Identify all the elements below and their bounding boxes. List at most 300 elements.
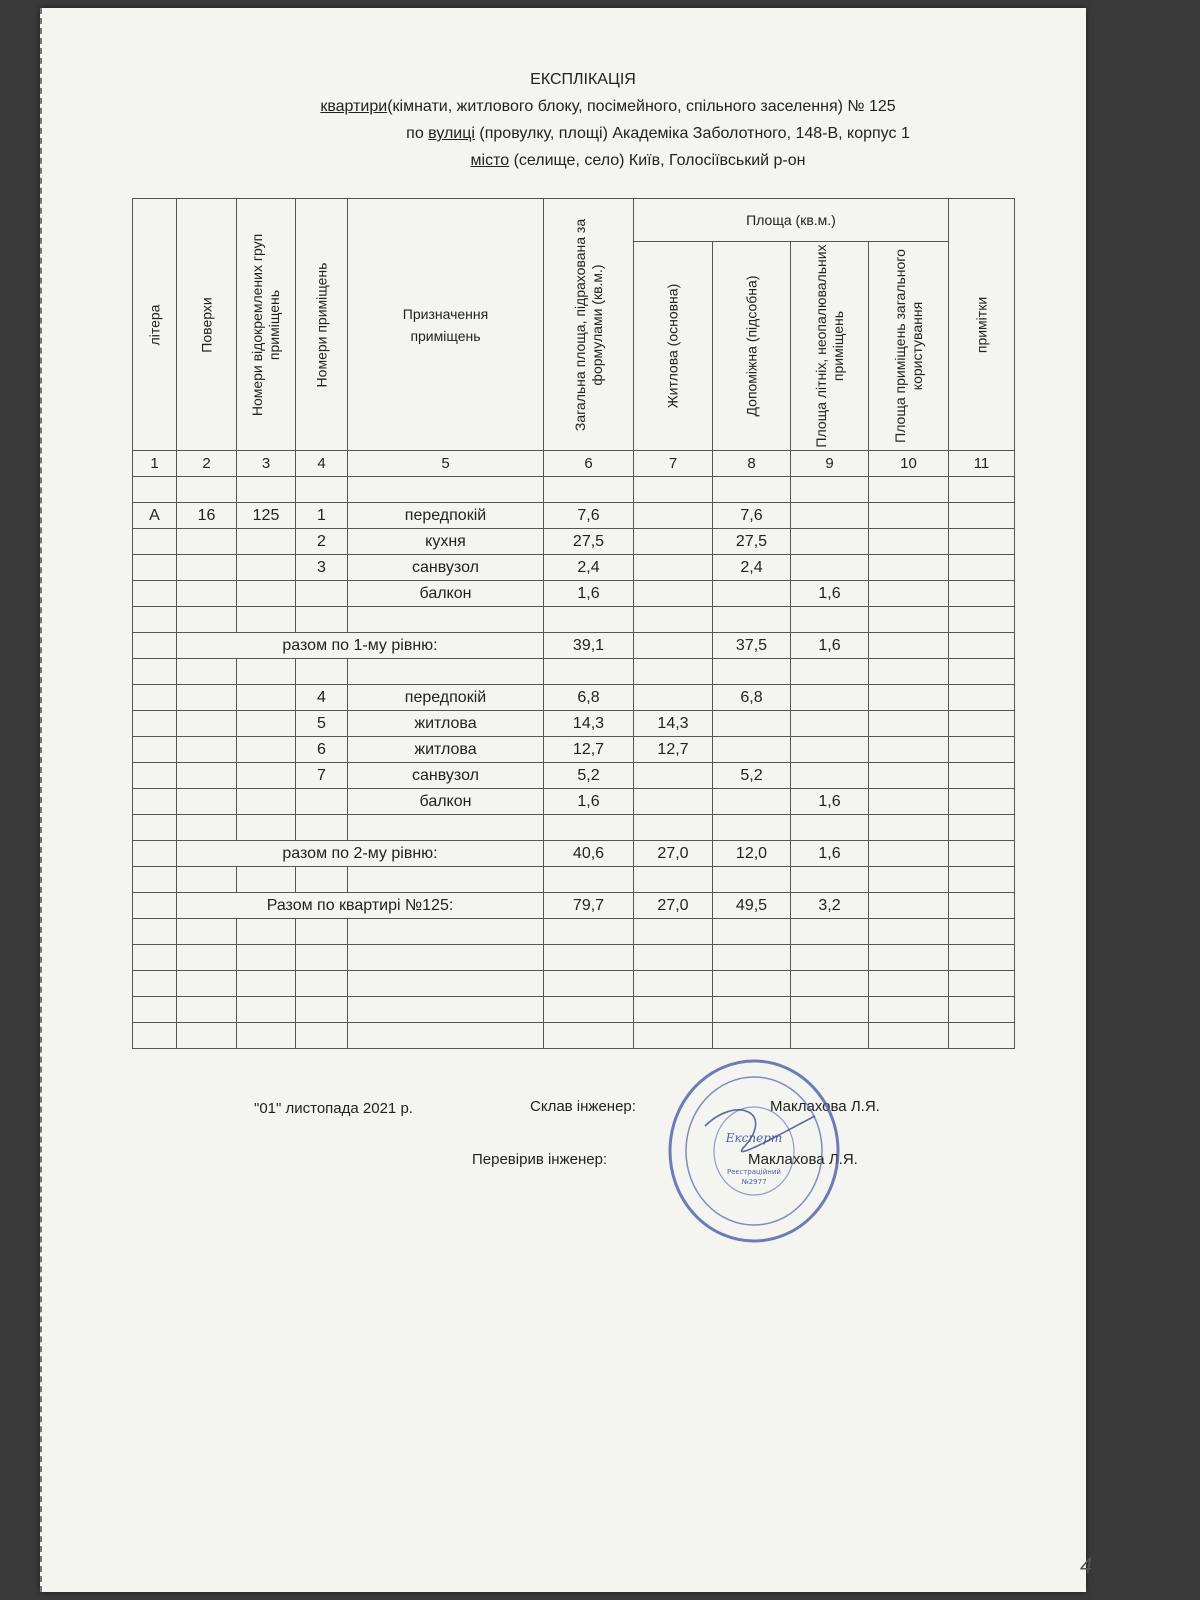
table-cell: 27,0 (634, 841, 713, 867)
table-cell: 1,6 (791, 581, 869, 607)
table-cell (869, 893, 949, 919)
table-cell: 40,6 (544, 841, 634, 867)
table-cell (634, 659, 713, 685)
column-number: 7 (634, 451, 713, 477)
table-cell (869, 581, 949, 607)
table-cell (869, 763, 949, 789)
table-cell (869, 737, 949, 763)
table-cell (133, 971, 177, 997)
table-cell (133, 607, 177, 633)
table-cell (133, 555, 177, 581)
table-cell (869, 659, 949, 685)
table-cell (177, 971, 237, 997)
document-title: ЕКСПЛІКАЦІЯ (530, 71, 636, 88)
table-cell (949, 477, 1015, 503)
table-cell: 12,7 (544, 737, 634, 763)
table-cell (713, 477, 791, 503)
table-cell (348, 945, 544, 971)
table-cell (791, 477, 869, 503)
header-line-city (40, 147, 1086, 174)
table-cell: 27,5 (544, 529, 634, 555)
table-cell (713, 789, 791, 815)
table-cell (949, 1023, 1015, 1049)
table-cell (544, 919, 634, 945)
table-cell (713, 945, 791, 971)
table-cell (348, 607, 544, 633)
table-cell (713, 867, 791, 893)
table-cell (133, 919, 177, 945)
table-cell: 37,5 (713, 633, 791, 659)
column-number: 5 (348, 451, 544, 477)
empty-row (133, 945, 1015, 971)
table-cell (296, 945, 348, 971)
table-cell (544, 945, 634, 971)
table-cell (713, 659, 791, 685)
table-cell (544, 607, 634, 633)
table-cell (177, 867, 237, 893)
table-row (133, 555, 1015, 581)
table-cell: 5,2 (544, 763, 634, 789)
table-cell (713, 711, 791, 737)
table-cell: 5,2 (713, 763, 791, 789)
table-cell (791, 659, 869, 685)
table-cell (949, 815, 1015, 841)
document-date: "01" листопада 2021 р. (254, 1100, 413, 1117)
table-cell (634, 607, 713, 633)
table-cell (544, 867, 634, 893)
table-cell: 1,6 (791, 789, 869, 815)
table-cell (348, 971, 544, 997)
table-cell (133, 867, 177, 893)
table-cell (237, 711, 296, 737)
total-row (133, 893, 1015, 919)
table-cell (634, 685, 713, 711)
col-header-litera: літера (133, 199, 177, 451)
table-cell (949, 685, 1015, 711)
table-cell (869, 503, 949, 529)
table-cell: кухня (348, 529, 544, 555)
table-cell (544, 477, 634, 503)
table-cell (949, 919, 1015, 945)
page-mark: 4 (1080, 1553, 1093, 1578)
table-cell: 3,2 (791, 893, 869, 919)
table-cell (634, 971, 713, 997)
header-street-word: вулиці (428, 125, 475, 142)
column-number-row (133, 451, 1015, 477)
stamp-center-text: Експерт (725, 1131, 783, 1145)
empty-row (133, 997, 1015, 1023)
total-row (133, 633, 1015, 659)
table-cell (713, 971, 791, 997)
table-cell (237, 1023, 296, 1049)
header-line-street (40, 120, 1086, 147)
table-cell (869, 711, 949, 737)
table-cell (713, 997, 791, 1023)
table-cell (296, 607, 348, 633)
table-cell (544, 815, 634, 841)
table-cell: балкон (348, 789, 544, 815)
table-cell (177, 789, 237, 815)
table-cell (791, 529, 869, 555)
table-cell (869, 685, 949, 711)
table-cell: 14,3 (544, 711, 634, 737)
table-cell (296, 867, 348, 893)
table-cell: 2,4 (713, 555, 791, 581)
header-city-rest: (селище, село) Київ, Голосіївський р-он (509, 152, 806, 169)
table-cell (348, 659, 544, 685)
table-cell (133, 737, 177, 763)
table-cell (177, 1023, 237, 1049)
table-cell (869, 477, 949, 503)
column-number: 10 (869, 451, 949, 477)
table-cell (634, 945, 713, 971)
table-cell (713, 607, 791, 633)
empty-row (133, 919, 1015, 945)
table-cell: 12,7 (634, 737, 713, 763)
table-cell (133, 893, 177, 919)
table-cell (949, 607, 1015, 633)
document-sheet (40, 8, 1093, 1592)
table-cell (237, 685, 296, 711)
table-cell (237, 867, 296, 893)
composed-name: Маклахова Л.Я. (770, 1098, 880, 1115)
table-cell (949, 737, 1015, 763)
checked-name: Маклахова Л.Я. (748, 1151, 858, 1168)
table-cell (296, 997, 348, 1023)
table-cell (133, 1023, 177, 1049)
header-apartment-rest: (кімнати, житлового блоку, посімейного, спільного заселення) № 125 (387, 98, 896, 115)
table-cell (949, 711, 1015, 737)
total-label: разом по 2-му рівню: (177, 841, 544, 867)
table-cell (869, 971, 949, 997)
table-cell (949, 529, 1015, 555)
table-cell: А (133, 503, 177, 529)
col-header-total: Загальна площа, підрахована за формулами (кв.м.) (544, 199, 634, 451)
column-number: 1 (133, 451, 177, 477)
table-cell (237, 607, 296, 633)
table-cell (348, 477, 544, 503)
empty-row (133, 607, 1015, 633)
table-row (133, 529, 1015, 555)
table-cell (949, 945, 1015, 971)
table-cell: 125 (237, 503, 296, 529)
table-cell (634, 529, 713, 555)
table-row (133, 503, 1015, 529)
table-cell (296, 919, 348, 945)
table-cell (177, 711, 237, 737)
table-cell: 27,5 (713, 529, 791, 555)
table-cell (869, 529, 949, 555)
table-cell (869, 997, 949, 1023)
table-cell (949, 867, 1015, 893)
table-row (133, 789, 1015, 815)
header-street-prefix: по (406, 125, 429, 142)
table-cell (949, 997, 1015, 1023)
table-cell: санвузол (348, 555, 544, 581)
table-cell (713, 737, 791, 763)
table-cell (713, 1023, 791, 1049)
table-cell (713, 919, 791, 945)
table-cell: житлова (348, 737, 544, 763)
table-cell (348, 1023, 544, 1049)
table-cell: 39,1 (544, 633, 634, 659)
table-cell (634, 1023, 713, 1049)
header-city-word: місто (470, 152, 510, 169)
table-cell: 49,5 (713, 893, 791, 919)
table-cell (237, 737, 296, 763)
column-number: 8 (713, 451, 791, 477)
table-cell: 2 (296, 529, 348, 555)
table-cell (791, 867, 869, 893)
table-cell: 3 (296, 555, 348, 581)
table-cell (949, 659, 1015, 685)
table-cell (177, 997, 237, 1023)
document-header (40, 66, 1086, 174)
table-cell (713, 815, 791, 841)
table-cell: 14,3 (634, 711, 713, 737)
header-apartment-word: квартири (320, 98, 388, 115)
total-label: разом по 1-му рівню: (177, 633, 544, 659)
table-cell (177, 607, 237, 633)
table-cell (949, 633, 1015, 659)
table-cell (133, 997, 177, 1023)
table-cell (791, 737, 869, 763)
col-header-groups: Номери відокремлених груп приміщень (237, 199, 296, 451)
col-header-floors: Поверхи (177, 199, 237, 451)
table-cell: 16 (177, 503, 237, 529)
table-cell (634, 867, 713, 893)
column-number: 2 (177, 451, 237, 477)
table-cell (237, 477, 296, 503)
table-cell: 7 (296, 763, 348, 789)
col-header-area-group: Площа (кв.м.) (634, 199, 949, 242)
table-cell: передпокій (348, 685, 544, 711)
table-cell (296, 815, 348, 841)
table-cell (634, 815, 713, 841)
table-cell (791, 763, 869, 789)
stamp-reg-label: Реєстраційний (727, 1168, 781, 1176)
table-cell (949, 581, 1015, 607)
table-cell (791, 1023, 869, 1049)
col-header-purpose: Призначення приміщень (348, 199, 544, 451)
table-cell (133, 659, 177, 685)
table-cell (713, 581, 791, 607)
table-cell (237, 815, 296, 841)
table-cell (133, 581, 177, 607)
table-cell: 4 (296, 685, 348, 711)
table-cell (296, 581, 348, 607)
table-cell: 1,6 (791, 633, 869, 659)
col-header-summer: Площа літніх, неопалювальних приміщень (791, 242, 869, 451)
table-cell (791, 503, 869, 529)
table-cell (177, 763, 237, 789)
table-cell (348, 867, 544, 893)
table-cell (296, 659, 348, 685)
empty-row (133, 867, 1015, 893)
table-cell (949, 763, 1015, 789)
table-cell (791, 919, 869, 945)
col-header-aux: Допоміжна (підсобна) (713, 242, 791, 451)
table-cell (177, 477, 237, 503)
table-cell (791, 945, 869, 971)
explication-table (132, 198, 1015, 1049)
table-cell (869, 789, 949, 815)
table-cell (949, 971, 1015, 997)
table-cell (133, 633, 177, 659)
table-cell (949, 841, 1015, 867)
table-cell (869, 841, 949, 867)
column-number: 6 (544, 451, 634, 477)
table-cell (544, 659, 634, 685)
table-cell (544, 1023, 634, 1049)
table-cell (177, 737, 237, 763)
table-cell (133, 945, 177, 971)
table-cell (791, 555, 869, 581)
table-cell (869, 1023, 949, 1049)
col-header-living: Житлова (основна) (634, 242, 713, 451)
table-cell: 7,6 (713, 503, 791, 529)
table-cell: 6,8 (713, 685, 791, 711)
table-cell (296, 971, 348, 997)
table-cell (237, 945, 296, 971)
table-cell (348, 997, 544, 1023)
table-row (133, 711, 1015, 737)
table-cell (177, 529, 237, 555)
table-cell (237, 971, 296, 997)
table-cell (177, 815, 237, 841)
empty-row (133, 971, 1015, 997)
table-cell (296, 477, 348, 503)
table-cell (634, 581, 713, 607)
table-cell (634, 789, 713, 815)
table-cell (869, 607, 949, 633)
table-cell: 12,0 (713, 841, 791, 867)
table-cell (949, 893, 1015, 919)
table-row (133, 581, 1015, 607)
table-cell (237, 763, 296, 789)
table-cell (949, 503, 1015, 529)
table-cell (133, 685, 177, 711)
total-row (133, 841, 1015, 867)
table-row (133, 763, 1015, 789)
table-cell (177, 581, 237, 607)
table-cell (634, 633, 713, 659)
table-cell (949, 555, 1015, 581)
table-cell: 1 (296, 503, 348, 529)
table-cell (177, 685, 237, 711)
table-cell (791, 685, 869, 711)
official-stamp (665, 1056, 843, 1246)
table-cell: 6,8 (544, 685, 634, 711)
table-cell (296, 1023, 348, 1049)
table-cell (791, 815, 869, 841)
table-cell (634, 763, 713, 789)
table-cell (177, 555, 237, 581)
composed-label: Склав інженер: (530, 1098, 636, 1115)
table-row (133, 685, 1015, 711)
col-header-notes: примітки (949, 199, 1015, 451)
table-cell: 79,7 (544, 893, 634, 919)
table-cell: 27,0 (634, 893, 713, 919)
table-cell (237, 997, 296, 1023)
table-cell (133, 711, 177, 737)
table-cell (869, 919, 949, 945)
table-cell (237, 789, 296, 815)
table-cell (634, 919, 713, 945)
binding-edge (40, 8, 46, 1592)
empty-row (133, 815, 1015, 841)
table-cell (634, 477, 713, 503)
table-cell (133, 789, 177, 815)
col-header-rooms: Номери приміщень (296, 199, 348, 451)
table-cell (133, 763, 177, 789)
table-cell (348, 815, 544, 841)
table-cell (869, 815, 949, 841)
table-cell: передпокій (348, 503, 544, 529)
table-cell (869, 945, 949, 971)
table-cell (237, 555, 296, 581)
table-cell (348, 919, 544, 945)
table-cell (791, 607, 869, 633)
table-row (133, 737, 1015, 763)
table-cell (296, 789, 348, 815)
column-number: 3 (237, 451, 296, 477)
table-cell (949, 789, 1015, 815)
table-cell (634, 555, 713, 581)
table-cell (791, 711, 869, 737)
table-cell (237, 919, 296, 945)
table-cell (791, 971, 869, 997)
table-cell: санвузол (348, 763, 544, 789)
table-cell (133, 841, 177, 867)
table-cell (237, 659, 296, 685)
table-cell: 7,6 (544, 503, 634, 529)
table-cell: житлова (348, 711, 544, 737)
table-cell (869, 867, 949, 893)
table-cell (177, 919, 237, 945)
table-cell: 1,6 (544, 581, 634, 607)
empty-row (133, 659, 1015, 685)
table-cell (634, 503, 713, 529)
column-number: 4 (296, 451, 348, 477)
table-cell: 1,6 (791, 841, 869, 867)
header-line-apartment (40, 93, 1086, 120)
table-cell (133, 477, 177, 503)
table-cell (237, 529, 296, 555)
table-cell (177, 945, 237, 971)
table-cell (544, 971, 634, 997)
table-cell (133, 529, 177, 555)
empty-row (133, 477, 1015, 503)
column-number: 9 (791, 451, 869, 477)
table-cell (544, 997, 634, 1023)
table-cell: 6 (296, 737, 348, 763)
total-label: Разом по квартирі №125: (177, 893, 544, 919)
table-cell (133, 815, 177, 841)
column-number: 11 (949, 451, 1015, 477)
table-cell (237, 581, 296, 607)
table-cell: 1,6 (544, 789, 634, 815)
table-cell: 2,4 (544, 555, 634, 581)
table-cell (177, 659, 237, 685)
table-cell: балкон (348, 581, 544, 607)
header-street-rest: (провулку, площі) Академіка Заболотного, 148-В, корпус 1 (474, 125, 910, 142)
empty-row (133, 1023, 1015, 1049)
table-cell (791, 997, 869, 1023)
checked-label: Перевірив інженер: (472, 1151, 608, 1168)
col-header-common: Площа приміщень загального користування (869, 242, 949, 451)
table-cell (634, 997, 713, 1023)
